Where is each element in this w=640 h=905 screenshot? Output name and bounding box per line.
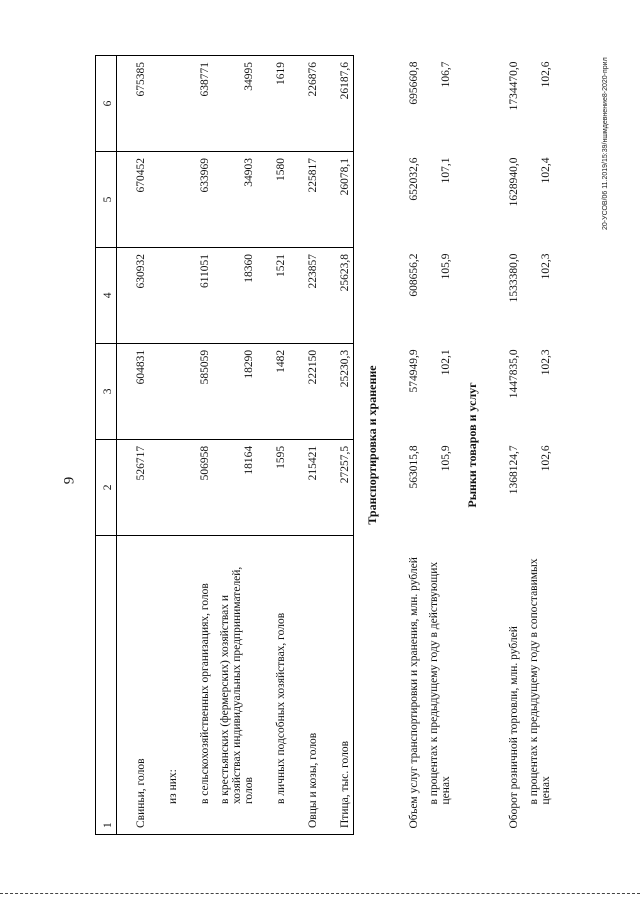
header-col-5: 5: [96, 151, 117, 247]
cell: 526717: [117, 439, 150, 535]
cell: 563015,8: [408, 445, 420, 489]
header-col-2: 2: [96, 439, 117, 535]
cell: 226876: [289, 56, 321, 152]
cell: 1580: [257, 151, 289, 247]
page-number: 9: [61, 476, 78, 485]
cell: 1619: [257, 56, 289, 152]
table-row: [257, 56, 289, 835]
table-row: [390, 56, 422, 835]
cell: 102,4: [540, 157, 552, 184]
cell: 585059: [181, 343, 213, 439]
cell: 611051: [181, 247, 213, 343]
table-row: [181, 56, 213, 835]
row-label: в сельскохозяйственных организациях, голов: [181, 535, 213, 834]
cell: 225817: [289, 151, 321, 247]
row-label: Объем услуг транспортировки и хранения, млн. рублей: [408, 557, 420, 829]
cell: 222150: [289, 343, 321, 439]
cell: 25623,8: [321, 247, 354, 343]
cell: 608656,2: [408, 253, 420, 297]
cell: 102,3: [540, 253, 552, 280]
scan-edge-line: [0, 893, 640, 894]
cell: 34903: [213, 151, 257, 247]
cell: 105,9: [440, 445, 452, 472]
row-label: в процентах к предыдущему году в действующих ценах: [428, 561, 452, 805]
cell: 26078,1: [321, 151, 354, 247]
row-label: в личных подсобных хозяйствах, голов: [257, 535, 289, 834]
row-label: Свиньи, голов: [117, 535, 150, 834]
statistics-table: [95, 55, 554, 835]
cell: 638771: [181, 56, 213, 152]
cell: 102,1: [440, 349, 452, 376]
table-row: [522, 56, 554, 835]
cell: 506958: [181, 439, 213, 535]
header-col-4: 4: [96, 247, 117, 343]
cell: 604831: [117, 343, 150, 439]
cell: 1521: [257, 247, 289, 343]
cell: 695660,8: [408, 61, 420, 105]
section-title-transport: Транспортировка и хранение: [354, 56, 391, 835]
cell: 102,6: [540, 445, 552, 472]
row-label: в процентах к предыдущему году в сопоставимых ценах: [528, 558, 552, 805]
cell: 102,3: [540, 349, 552, 376]
cell: 18360: [213, 247, 257, 343]
cell: 102,6: [540, 61, 552, 88]
cell: 106,7: [440, 61, 452, 88]
section-heading-row: [454, 56, 490, 835]
row-label: из них:: [149, 535, 181, 834]
cell: 105,9: [440, 253, 452, 280]
table-row: [117, 56, 150, 835]
rotated-table-container: [95, 55, 552, 835]
cell: 630932: [117, 247, 150, 343]
cell: 675385: [117, 56, 150, 152]
cell: 18290: [213, 343, 257, 439]
cell: 18164: [213, 439, 257, 535]
header-col-6: 6: [96, 56, 117, 152]
header-col-1: 1: [96, 535, 117, 834]
cell: 34995: [213, 56, 257, 152]
header-col-3: 3: [96, 343, 117, 439]
table-row: [490, 56, 522, 835]
row-label: Оборот розничной торговли, млн. рублей: [508, 626, 520, 829]
footer-doc-id: 20-УСОВ/06 11.2019/15:39/ншмдевнение8-2020-прил: [602, 57, 609, 230]
cell: 670452: [117, 151, 150, 247]
row-label: в крестьянских (фермерских) хозяйствах и хозяйствах индивидуальных предпринимателей, голов: [213, 535, 257, 834]
cell: 1482: [257, 343, 289, 439]
header-row: [96, 56, 117, 835]
cell: 1734470,0: [508, 61, 520, 111]
table-row: [213, 56, 257, 835]
cell: 1595: [257, 439, 289, 535]
section-heading-row: [354, 56, 391, 835]
row-label: Птица, тыс. голов: [321, 535, 354, 834]
table-row: [422, 56, 454, 835]
section-title-markets: Рынки товаров и услуг: [464, 382, 479, 508]
table-row: [149, 56, 181, 835]
cell: 25230,3: [321, 343, 354, 439]
cell: 107,1: [440, 157, 452, 184]
row-label: Овцы и козы, голов: [289, 535, 321, 834]
cell: 1628940,0: [508, 157, 520, 207]
cell: 215421: [289, 439, 321, 535]
table-row: [321, 56, 354, 835]
cell: 1533380,0: [508, 253, 520, 303]
cell: 574949,9: [408, 349, 420, 393]
cell: 1368124,7: [508, 445, 520, 495]
cell: 652032,6: [408, 157, 420, 201]
cell: 633969: [181, 151, 213, 247]
cell: 27257,5: [321, 439, 354, 535]
cell: 26187,6: [321, 56, 354, 152]
table-row: [289, 56, 321, 835]
cell: 223857: [289, 247, 321, 343]
cell: 1447835,0: [508, 349, 520, 399]
